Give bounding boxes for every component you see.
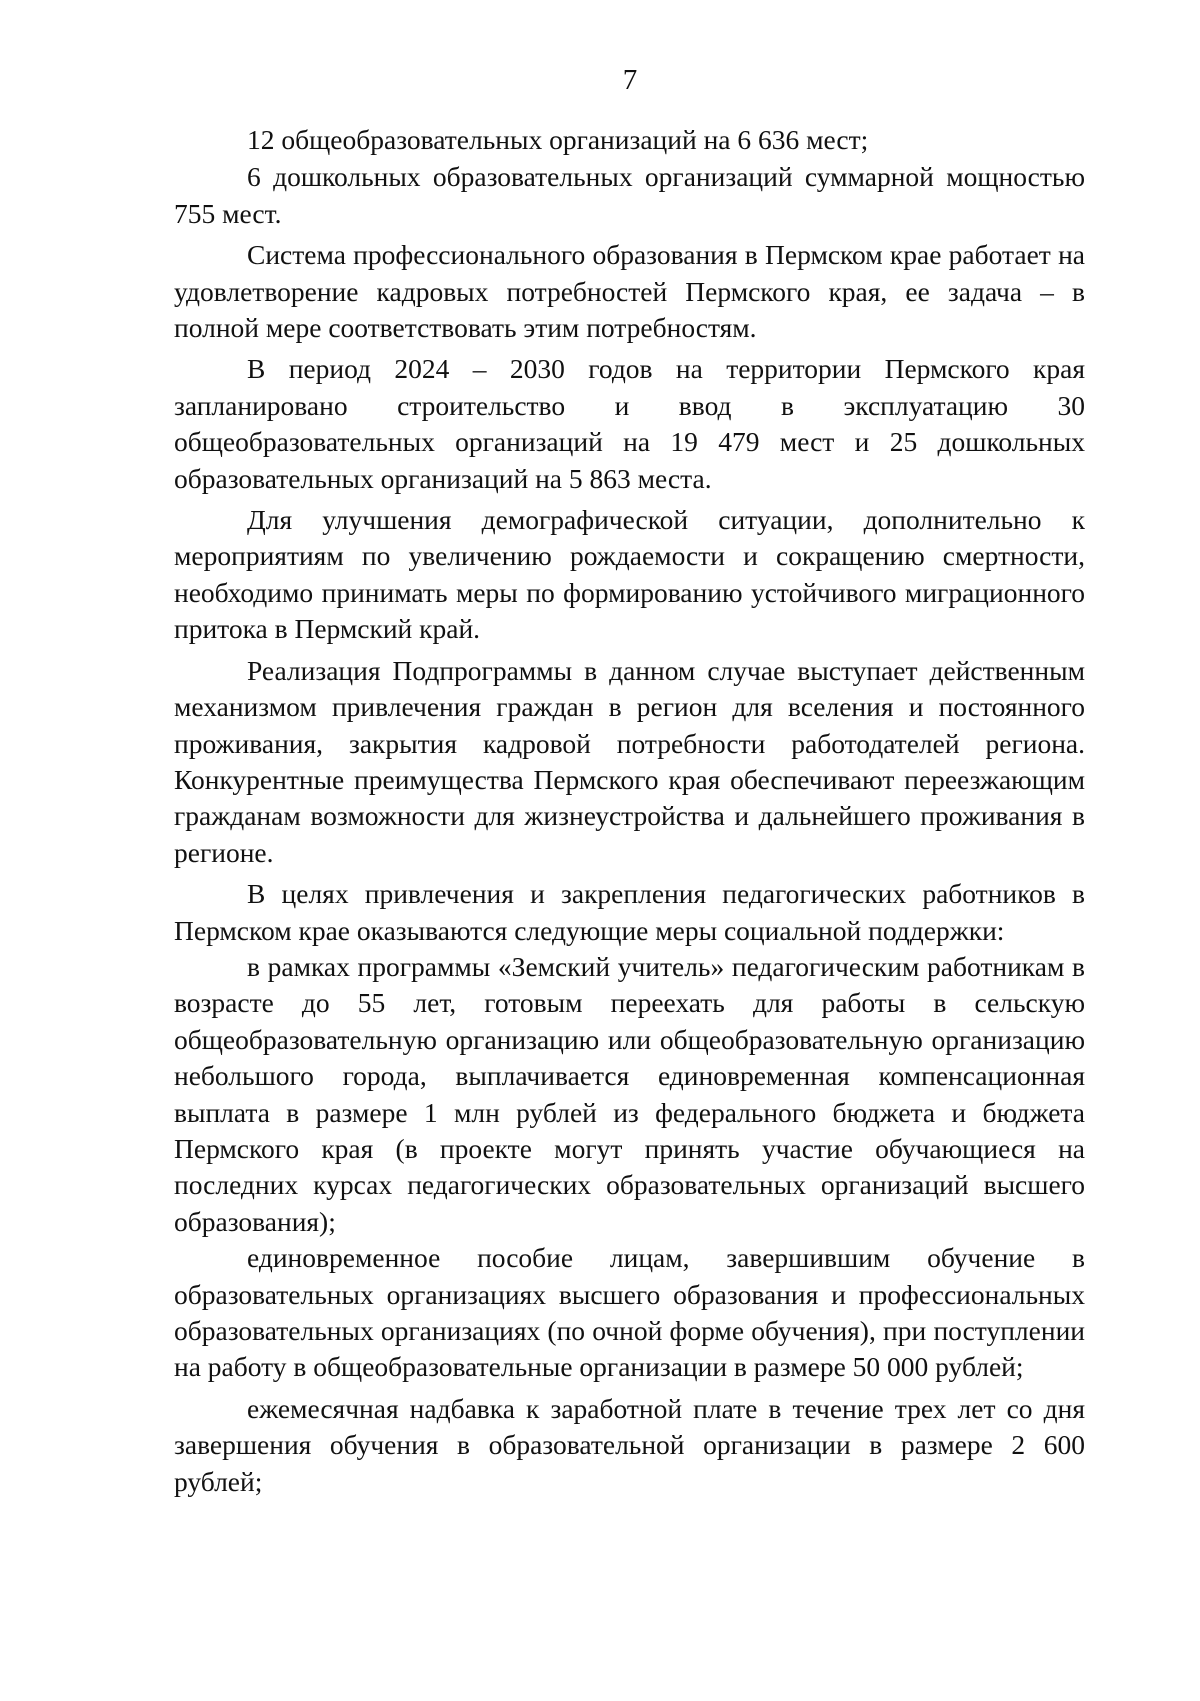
paragraph: В целях привлечения и закрепления педагогических работников в Пермском крае оказываются следующие меры социальной поддержки: [174,878,1085,946]
document-body [174,122,1085,1501]
paragraph: В период 2024 – 2030 годов на территории Пермского края запланировано строительство и ввод в эксплуатацию 30 общеобразовательных организаций на 19 479 мест и 25 дошкольных образовательных организаций на 5 863 места. [174,353,1085,494]
list-item: ежемесячная надбавка к заработной плате в течение трех лет со дня завершения обучения в образовательной организации в размере 2 600 рублей; [174,1392,1085,1497]
paragraph: Реализация Подпрограммы в данном случае выступает действенным механизмом привлечения граждан в регион для вселения и постоянного проживания, закрытия кадровой потребности работодателей региона. Конкурентные преимущества Пермского края обеспечивают переезжающим гражданам возможности для жизнеустройства и дальнейшего проживания в регионе. [174,654,1085,868]
page-number: 7 [622,64,638,96]
paragraph: Система профессионального образования в Пермском крае работает на удовлетворение кадровых потребностей Пермского края, ее задача – в полной мере соответствовать этим потребностям. [174,239,1085,344]
paragraph: 6 дошкольных образовательных организаций суммарной мощностью 755 мест. [174,161,1085,229]
list-item: единовременное пособие лицам, завершившим обучение в образовательных организациях высшего образования и профессиональных образовательных организациях (по очной форме обучения), при поступлении на работу в общеобразовательные организации в размере 50 000 рублей; [174,1242,1085,1383]
paragraph: Для улучшения демографической ситуации, дополнительно к мероприятиям по увеличению рождаемости и сокращению смертности, необходимо принимать меры по формированию устойчивого миграционного притока в Пермский край. [174,504,1085,645]
paragraph: 12 общеобразовательных организаций на 6 636 мест; [247,124,869,155]
list-item: в рамках программы «Земский учитель» педагогическим работникам в возрасте до 55 лет, готовым переехать для работы в сельскую общеобразовательную организацию или общеобразовательную организацию небольшого города, выплачивается единовременная компенсационная выплата в размере 1 млн рублей из федерального бюджета и бюджета Пермского края (в проекте могут принять участие обучающиеся на последних курсах педагогических образовательных организаций высшего образования); [174,950,1085,1237]
